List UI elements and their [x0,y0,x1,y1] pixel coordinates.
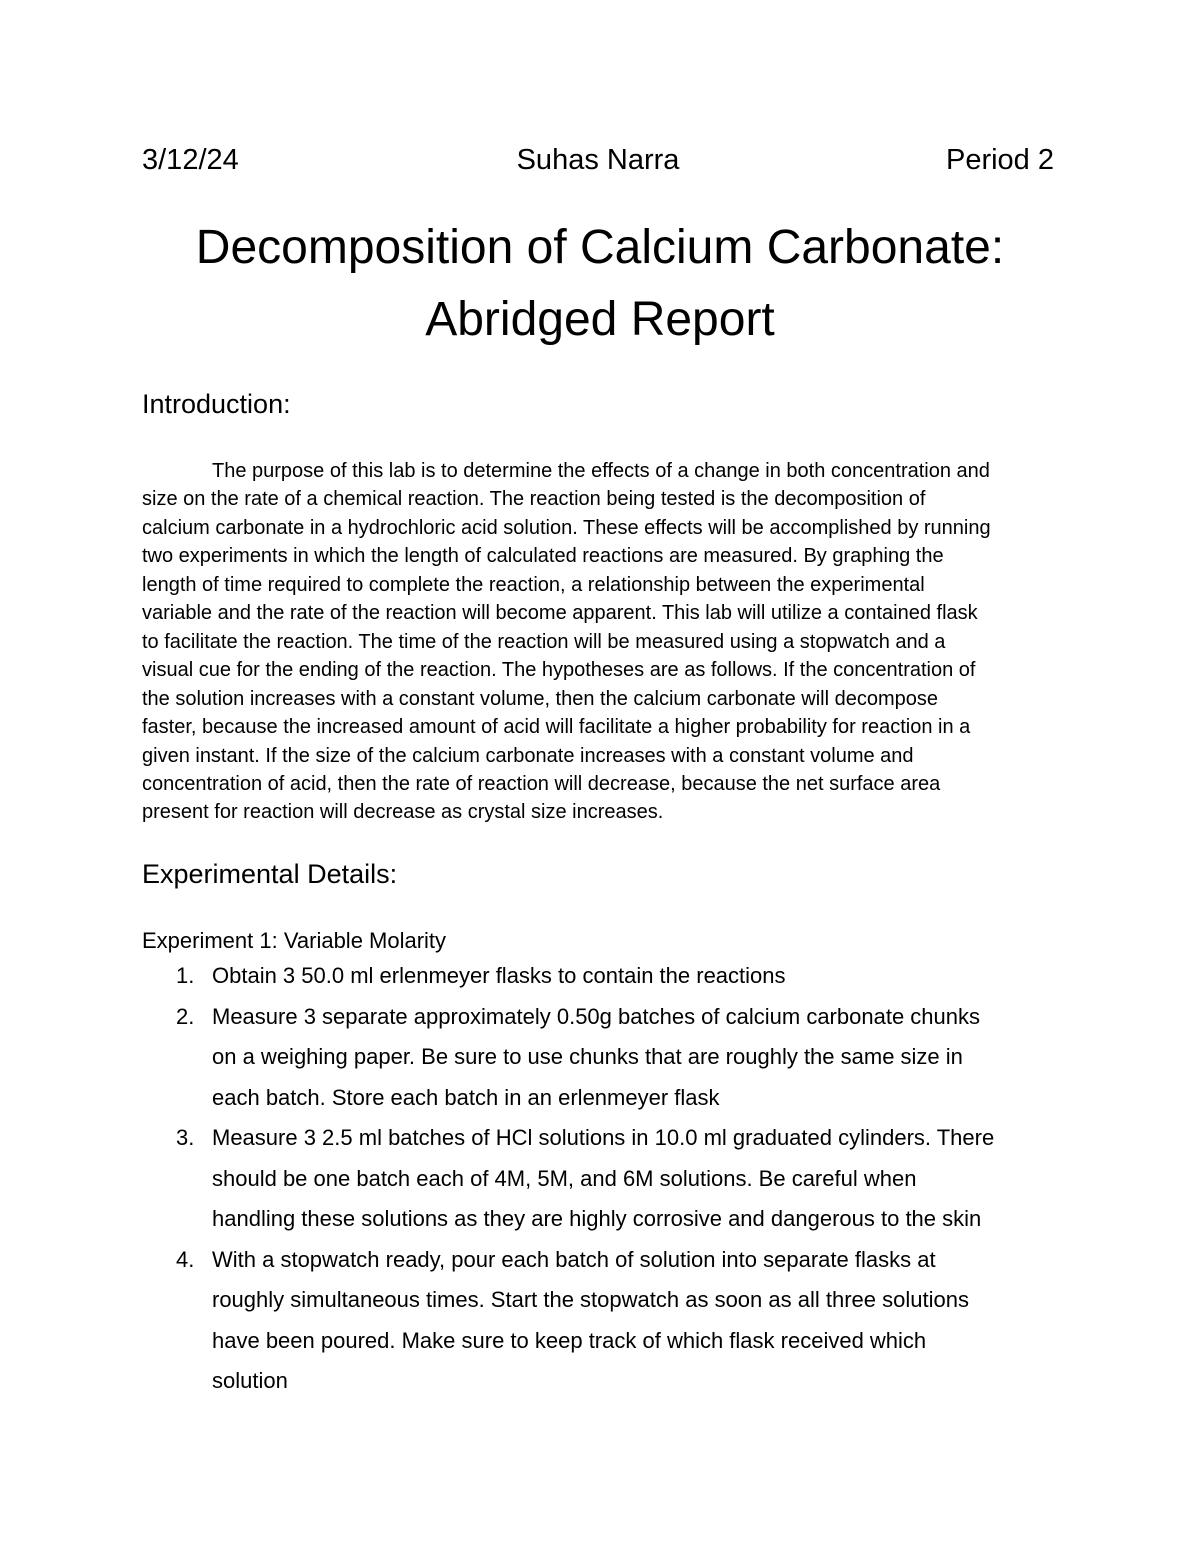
procedure-step [142,997,1062,1119]
step-number: 3. [176,1125,195,1150]
procedure-step [142,1240,1062,1402]
report-title [142,212,1058,356]
introduction-line: present for reaction will decrease as crystal size increases. [142,801,664,824]
step-text-line: solution [212,1368,288,1393]
procedure-step [142,1118,1062,1240]
report-title-line-2: Abridged Report [425,293,775,346]
report-title-line-1: Decomposition of Calcium Carbonate: [195,221,1005,274]
introduction-paragraph [142,457,1062,827]
header-class-period: Period 2 [945,144,1054,176]
introduction-heading: Introduction: [142,389,291,419]
step-text-line: Measure 3 2.5 ml batches of HCl solutions in 10.0 ml graduated cylinders. There [212,1125,995,1150]
header-date: 3/12/24 [142,144,239,176]
step-text-line: Measure 3 separate approximately 0.50g batches of calcium carbonate chunks [212,1003,980,1029]
step-text-line: have been poured. Make sure to keep track of which flask received which [212,1327,927,1353]
introduction-line: size on the rate of a chemical reaction. The reaction being tested is the decomposition of [142,488,926,511]
step-text-line: on a weighing paper. Be sure to use chunks that are roughly the same size in [212,1044,963,1069]
experiment-1-title: Experiment 1: Variable Molarity [142,928,447,953]
procedure-step [142,956,1062,997]
step-text-line: each batch. Store each batch in an erlenmeyer flask [212,1084,720,1110]
introduction-line: faster, because the increased amount of acid will facilitate a higher probability for reaction in a [142,716,971,739]
step-number: 2. [176,1003,195,1029]
step-text-line: handling these solutions as they are highly corrosive and dangerous to the skin [212,1206,982,1231]
introduction-line: two experiments in which the length of calculated reactions are measured. By graphing the [142,545,944,568]
introduction-line: to facilitate the reaction. The time of the reaction will be measured using a stopwatch and a [142,630,946,653]
introduction-line: calcium carbonate in a hydrochloric acid solution. These effects will be accomplished by running [142,516,991,539]
step-text-line: roughly simultaneous times. Start the stopwatch as soon as all three solutions [212,1287,969,1312]
introduction-line: given instant. If the size of the calcium carbonate increases with a constant volume and [142,744,914,767]
document-header [142,140,1054,180]
step-text-line: Obtain 3 50.0 ml erlenmeyer flasks to contain the reactions [212,963,786,988]
introduction-line: The purpose of this lab is to determine the effects of a change in both concentration and [212,460,990,482]
experimental-details-heading: Experimental Details: [142,859,398,889]
step-number: 1. [176,963,195,988]
introduction-line: the solution increases with a constant volume, then the calcium carbonate will decompose [142,687,938,710]
header-author-name: Suhas Narra [516,144,680,176]
step-text-line: With a stopwatch ready, pour each batch of solution into separate flasks at [212,1246,936,1272]
experiment-1-steps [142,956,1062,1402]
introduction-line: concentration of acid, then the rate of reaction will decrease, because the net surface area [142,772,941,795]
introduction-line: visual cue for the ending of the reaction. The hypotheses are as follows. If the concentration of [142,659,976,682]
step-text-line: should be one batch each of 4M, 5M, and 6M solutions. Be careful when [212,1165,917,1191]
introduction-line: variable and the rate of the reaction will become apparent. This lab will utilize a contained flask [142,602,978,625]
introduction-line: length of time required to complete the reaction, a relationship between the experimental [142,573,925,596]
step-number: 4. [176,1246,195,1272]
